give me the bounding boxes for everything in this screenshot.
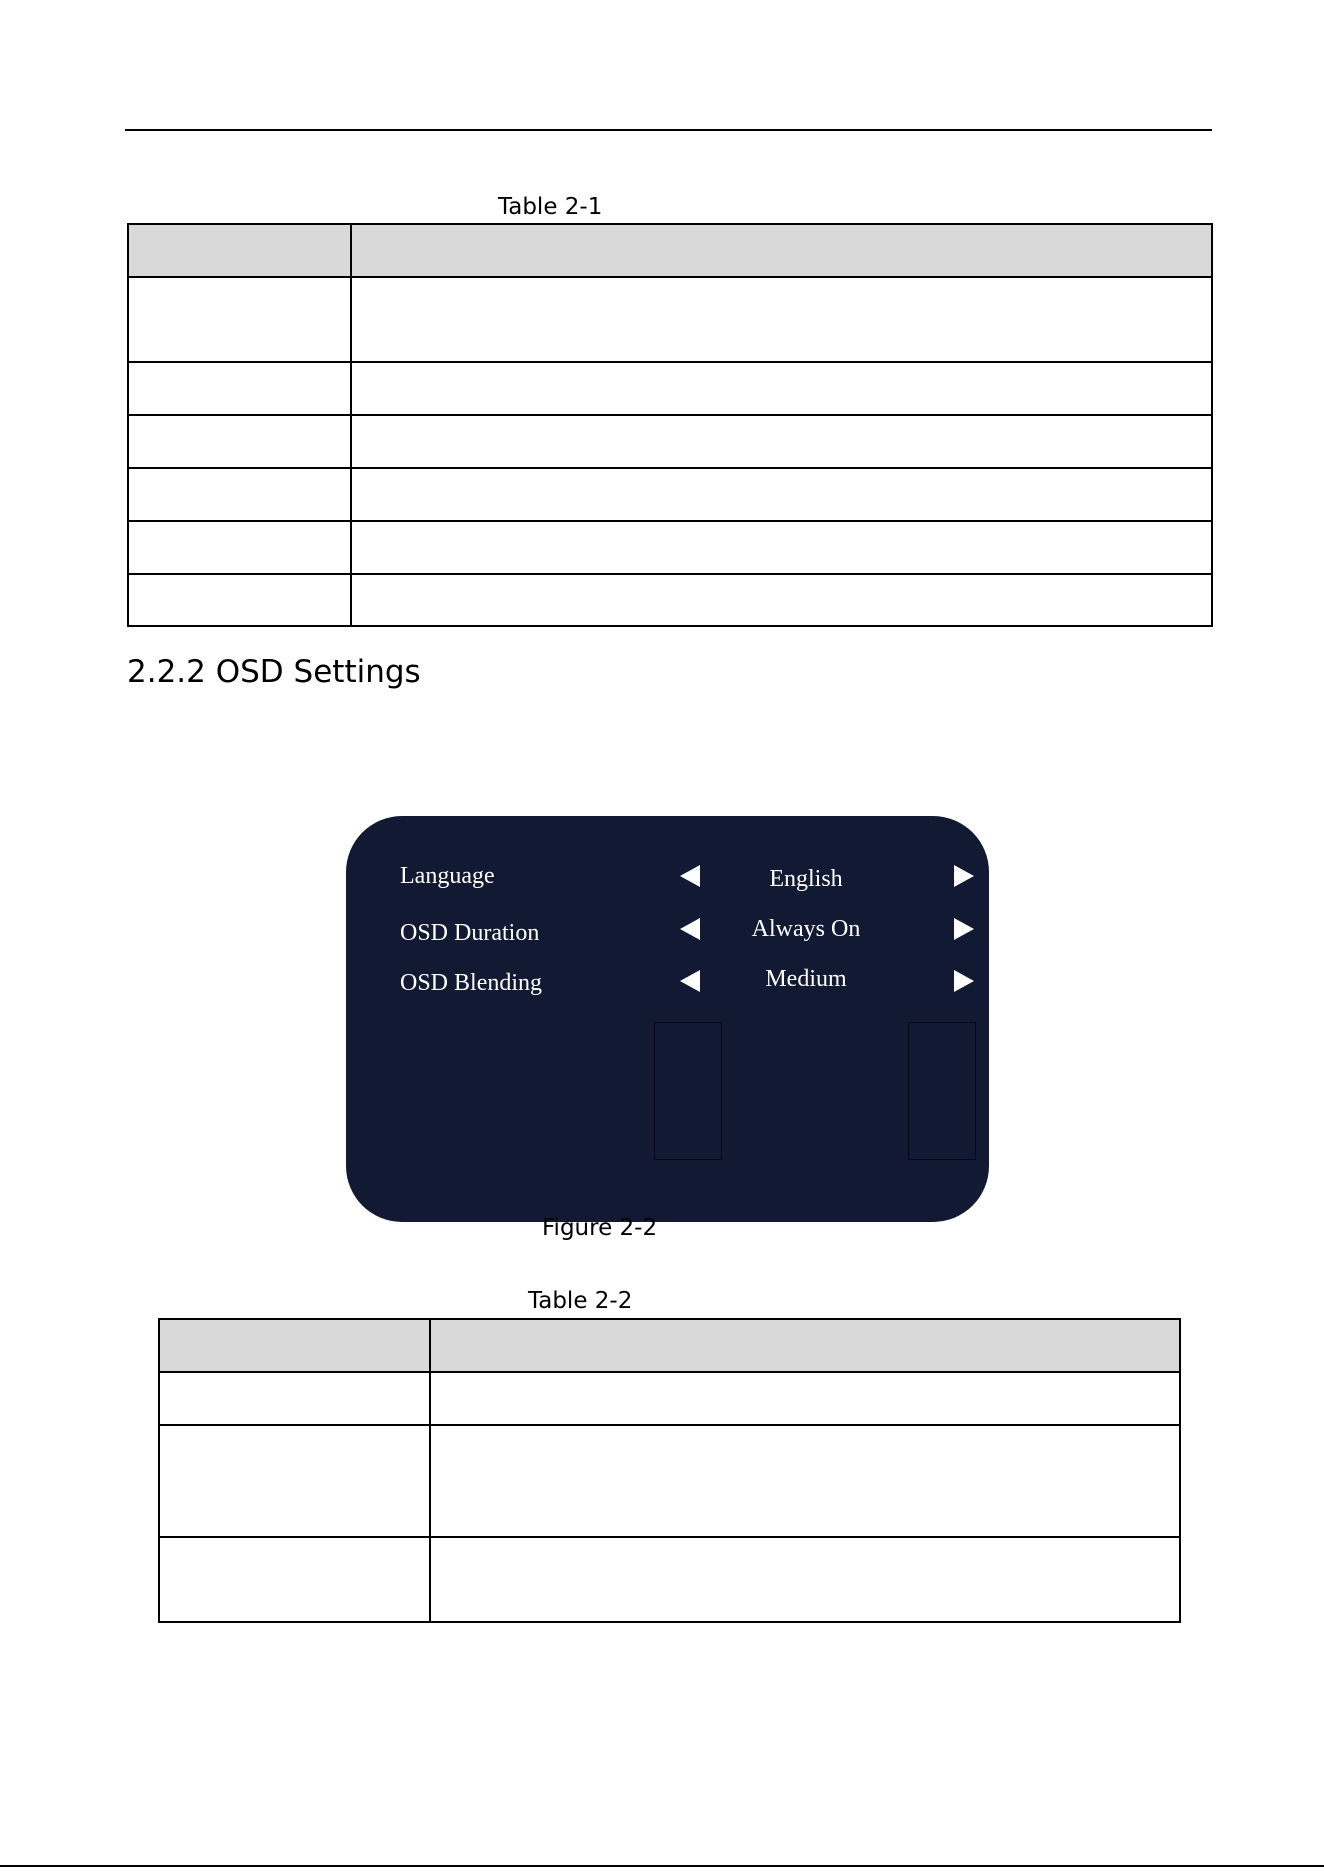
table-2-2-caption: Table 2-2 (528, 1288, 633, 1314)
osd-menu-panel (346, 816, 989, 1222)
table-cell (351, 224, 1212, 277)
osd-value: Always On (751, 916, 861, 942)
table-header-row (159, 1319, 1180, 1372)
table-cell (351, 362, 1212, 415)
table-cell (430, 1372, 1180, 1425)
osd-row-language (346, 863, 989, 903)
table-cell (128, 415, 351, 468)
table-cell (351, 277, 1212, 362)
osd-value: English (769, 866, 843, 892)
table-cell (159, 1319, 430, 1372)
osd-row-osd-blending (346, 968, 989, 1008)
table-row (128, 277, 1212, 362)
osd-row-osd-duration (346, 916, 989, 956)
right-arrow-icon[interactable] (954, 918, 974, 940)
table-row (128, 521, 1212, 574)
table-cell (351, 574, 1212, 626)
table-cell (351, 468, 1212, 521)
osd-value: Medium (765, 966, 847, 992)
osd-label: Language (400, 863, 495, 889)
figure-2-2-caption: Figure 2-2 (542, 1215, 658, 1241)
table-2-1-caption: Table 2-1 (498, 194, 603, 220)
osd-label: OSD Duration (400, 920, 540, 946)
footer-rule (0, 1865, 1324, 1867)
table-2-1 (127, 223, 1213, 627)
osd-placeholder-box (908, 1022, 976, 1160)
table-cell (128, 277, 351, 362)
table-cell (128, 224, 351, 277)
table-cell (128, 521, 351, 574)
left-arrow-icon[interactable] (680, 865, 700, 887)
table-cell (128, 362, 351, 415)
table-row (128, 415, 1212, 468)
table-cell (351, 521, 1212, 574)
table-cell (159, 1425, 430, 1537)
table-row (128, 574, 1212, 626)
table-cell (430, 1425, 1180, 1537)
header-rule (125, 129, 1212, 131)
left-arrow-icon[interactable] (680, 918, 700, 940)
table-row (159, 1372, 1180, 1425)
table-cell (128, 574, 351, 626)
table-cell (128, 468, 351, 521)
left-arrow-icon[interactable] (680, 970, 700, 992)
right-arrow-icon[interactable] (954, 970, 974, 992)
table-2-2 (158, 1318, 1181, 1623)
right-arrow-icon[interactable] (954, 865, 974, 887)
table-row (159, 1537, 1180, 1622)
section-heading: 2.2.2 OSD Settings (127, 654, 421, 690)
table-row (159, 1425, 1180, 1537)
table-row (128, 362, 1212, 415)
table-row (128, 468, 1212, 521)
table-cell (351, 415, 1212, 468)
osd-placeholder-box (654, 1022, 722, 1160)
table-cell (159, 1372, 430, 1425)
table-header-row (128, 224, 1212, 277)
table-cell (430, 1319, 1180, 1372)
table-cell (159, 1537, 430, 1622)
table-cell (430, 1537, 1180, 1622)
osd-label: OSD Blending (400, 970, 543, 996)
